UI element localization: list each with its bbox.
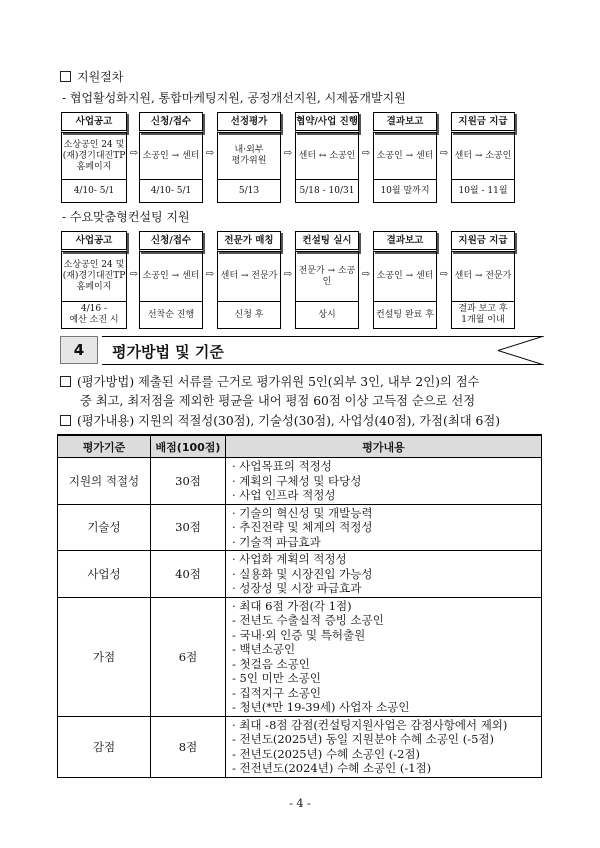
flow-step-title: 지원금 지급 — [451, 112, 515, 133]
content-cell — [226, 458, 542, 505]
flow-step-description: 소공인 → 센터 — [139, 133, 203, 180]
flow-step-title: 지원금 지급 — [451, 231, 515, 252]
flow-step-date: 4/10- 5/1 — [139, 180, 203, 203]
header-score: 배점(100점) — [151, 435, 226, 458]
right-arrow-icon: ⇨ — [439, 268, 449, 280]
content-item: - 5인 미만 소공인 — [232, 671, 321, 685]
flow-step-date: 4/10- 5/1 — [61, 180, 127, 203]
content-cell — [226, 597, 542, 716]
content-item: · 사업 인프라 적정성 — [232, 488, 336, 502]
flow-step — [217, 231, 281, 329]
flow-step-description: 소상공인 24 및 (재)경기대진TP 홈페이지 — [61, 252, 127, 302]
content-cell — [226, 551, 542, 598]
section-title: 평가방법 및 기준 — [112, 343, 224, 361]
content-item: - 전년도(2025년) 동일 지원분야 수혜 소공인 (-5점) — [232, 732, 494, 746]
content-item: · 실용화 및 시장진입 가능성 — [232, 566, 373, 581]
content-item: - 집적지구 소공인 — [232, 685, 321, 700]
eval-method-line1: (평가방법) 제출된 서류를 근거로 평가위원 5인(외부 3인, 내부 2인)의 점수 — [77, 375, 480, 389]
flow-step-title: 결과보고 — [373, 231, 437, 252]
page-number: - 4 - — [289, 797, 311, 810]
content-item: - 첫걸음 소공인 — [232, 656, 310, 671]
score-cell: 6점 — [151, 597, 226, 716]
content-cell — [226, 504, 542, 551]
flow-step — [61, 112, 127, 203]
flow2-title: - 수요맞춤형컨설팅 지원 — [62, 210, 190, 224]
flow-step — [139, 231, 203, 329]
square-bullet-icon — [60, 415, 71, 426]
flow-step — [61, 231, 127, 329]
flow-step-description: 소공인 → 센터 — [373, 252, 437, 302]
flow-step-date: 상시 — [295, 302, 359, 329]
flow-step-date: 5/13 — [217, 180, 281, 203]
flow-step — [373, 112, 437, 203]
flow1-title: - 협업활성화지원, 통합마케팅지원, 공정개선지원, 시제품개발지원 — [62, 91, 406, 105]
content-item: - 국내·외 인증 및 특허출원 — [232, 627, 366, 642]
table-row — [58, 597, 542, 716]
flow-step-title: 전문가 매칭 — [217, 231, 281, 252]
criterion-cell: 감점 — [58, 716, 151, 777]
flow-step-date: 10월 말까지 — [373, 180, 437, 203]
flow-step-description: 센터 → 전문가 — [217, 252, 281, 302]
content-item: · 추진전략 및 체계의 적정성 — [232, 520, 373, 534]
criterion-cell: 사업성 — [58, 551, 151, 598]
content-item: · 사업목표의 적정성 — [232, 459, 332, 473]
content-cell — [226, 716, 542, 777]
flow-step — [295, 231, 359, 329]
score-cell: 8점 — [151, 716, 226, 777]
section-heading-support-procedure — [60, 68, 123, 85]
score-cell: 30점 — [151, 504, 226, 551]
flow-step-date: 결과 보고 후 1개월 이내 — [451, 302, 515, 329]
content-item: · 기술의 혁신성 및 개발능력 — [232, 505, 373, 520]
criterion-cell: 지원의 적절성 — [58, 458, 151, 505]
evaluation-criteria-table — [57, 434, 542, 778]
flow-step-date: 10월 - 11월 — [451, 180, 515, 203]
flow-step-title: 선정평가 — [217, 112, 281, 133]
header-criterion: 평가기준 — [58, 435, 151, 458]
flow-step — [295, 112, 359, 203]
section-number-badge: 4 — [60, 336, 98, 364]
content-item: · 계획의 구체성 및 타당성 — [232, 473, 362, 488]
table-header-row — [58, 435, 542, 458]
flow-step-description: 센터 → 소공인 — [451, 133, 515, 180]
content-item: - 백년소공인 — [232, 642, 296, 656]
criterion-cell: 기술성 — [58, 504, 151, 551]
right-arrow-icon: ⇨ — [361, 148, 371, 159]
flow-step-description: 소공인 → 센터 — [373, 133, 437, 180]
square-bullet-icon — [60, 376, 71, 387]
flow-step-date: 5/18 - 10/31 — [295, 180, 359, 203]
table-row — [58, 504, 542, 551]
flow-step — [451, 112, 515, 203]
flow-step — [139, 112, 203, 203]
flow-step-title: 결과보고 — [373, 112, 437, 133]
right-arrow-icon: ⇨ — [205, 268, 215, 280]
table-row — [58, 551, 542, 598]
square-bullet-icon — [60, 71, 71, 82]
section-title-bar — [102, 336, 542, 365]
flow-step-title: 신청/접수 — [139, 112, 203, 133]
flow-step-date: 선착순 진행 — [139, 302, 203, 329]
flow-step — [451, 231, 515, 329]
flow-step-title: 사업공고 — [61, 112, 127, 133]
table-row — [58, 716, 542, 777]
flow-step — [373, 231, 437, 329]
right-arrow-icon: ⇨ — [283, 268, 293, 280]
right-arrow-icon: ⇨ — [283, 148, 293, 159]
flow-step-date: 컨설팅 완료 후 — [373, 302, 437, 329]
content-item: - 전전년도(2024년) 수혜 소공인 (-1점) — [232, 761, 432, 775]
eval-content-text: (평가내용) 지원의 적절성(30점), 기술성(30점), 사업성(40점), 가점(최대 6점) — [77, 414, 501, 428]
heading-text: 지원절차 — [77, 70, 124, 84]
flow-step-description: 센터 → 전문가 — [451, 252, 515, 302]
flow-step-title: 신청/접수 — [139, 231, 203, 252]
flow-step — [217, 112, 281, 203]
right-arrow-icon: ⇨ — [439, 148, 449, 159]
flow-step-description: 소공인 → 센터 — [139, 252, 203, 302]
flow-step-description: 내·외부 평가위원 — [217, 133, 281, 180]
content-item: - 청년(*만 19-39세) 사업자 소공인 — [232, 700, 410, 714]
criterion-cell: 가점 — [58, 597, 151, 716]
content-item: · 최대 6점 가점(각 1점) — [232, 598, 352, 613]
content-item: - 전년도(2025년) 수혜 소공인 (-2점) — [232, 746, 421, 761]
flow-step-description: 전문가 → 소공인 — [295, 252, 359, 302]
content-item: - 전년도 수출실적 증빙 소공인 — [232, 613, 384, 627]
right-arrow-icon: ⇨ — [205, 148, 215, 159]
content-item: · 성장성 및 시장 파급효과 — [232, 581, 362, 595]
content-item: · 사업화 계획의 적정성 — [232, 552, 347, 566]
flow-step-date: 4/16 - 예산 소진 시 — [61, 302, 127, 329]
header-content: 평가내용 — [226, 435, 542, 458]
eval-method-line2: 중 최고, 최저점을 제외한 평균을 내어 평점 60점 이상 고득점 순으로 선정 — [80, 394, 476, 408]
flow-step-title: 사업공고 — [61, 231, 127, 252]
flow-step-title: 협약/사업 진행 — [295, 112, 359, 133]
right-arrow-icon: ⇨ — [129, 148, 139, 159]
flow-step-title: 컨설팅 실시 — [295, 231, 359, 252]
eval-content-paragraph — [60, 411, 500, 429]
flow-step-description: 센터 ↔ 소공인 — [295, 133, 359, 180]
right-arrow-icon: ⇨ — [129, 268, 139, 280]
eval-method-paragraph — [60, 372, 479, 390]
flow-step-date: 신청 후 — [217, 302, 281, 329]
ribbon-arrow-icon — [498, 336, 544, 365]
table-row — [58, 458, 542, 505]
content-item: · 기술적 파급효과 — [232, 534, 321, 549]
content-item: · 최대 -8점 감점(컨설팅지원사업은 감점사항에서 제외) — [232, 717, 508, 732]
flow-step-description: 소상공인 24 및 (재)경기대진TP 홈페이지 — [61, 133, 127, 180]
score-cell: 30점 — [151, 458, 226, 505]
right-arrow-icon: ⇨ — [361, 268, 371, 280]
score-cell: 40점 — [151, 551, 226, 598]
